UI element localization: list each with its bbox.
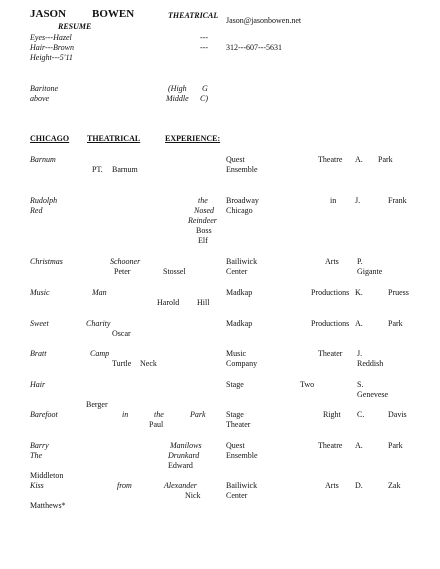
- director: Gigante: [357, 267, 383, 276]
- role: Edward: [168, 461, 193, 470]
- dash-separator: ---: [200, 43, 208, 52]
- voice-above: above: [30, 94, 50, 103]
- show-title: The: [30, 451, 42, 460]
- theater: Bailiwick: [226, 481, 258, 490]
- section-title-word: EXPERIENCE:: [165, 134, 221, 143]
- show-title: from: [117, 481, 132, 490]
- role: Oscar: [112, 329, 131, 338]
- director: A.: [355, 155, 363, 164]
- theater: Theatre: [318, 441, 343, 450]
- director: Genevese: [357, 390, 389, 399]
- show-title: Barefoot: [30, 410, 58, 419]
- show-title: Sweet: [30, 319, 49, 328]
- theater: Madkap: [226, 319, 253, 328]
- show-title: Nosed: [194, 206, 214, 215]
- show-title: Christmas: [30, 257, 63, 266]
- show-title: Rudolph: [30, 196, 58, 205]
- show-title: Camp: [90, 349, 110, 358]
- first-name: JASON: [30, 8, 67, 20]
- section-title-word: CHICAGO: [30, 134, 70, 143]
- theater: Arts: [325, 257, 339, 266]
- role: Peter: [114, 267, 131, 276]
- theater: Ensemble: [226, 451, 258, 460]
- voice-note-g: G: [202, 84, 208, 93]
- voice-type: Baritone: [30, 84, 58, 93]
- theater: Stage: [226, 380, 244, 389]
- theater: Stage: [226, 410, 244, 419]
- director: Frank: [388, 196, 407, 205]
- director: Park: [388, 441, 403, 450]
- show-title: Reindeer: [188, 216, 217, 225]
- theater: Quest: [226, 441, 245, 450]
- director: Park: [388, 319, 403, 328]
- director: Reddish: [357, 359, 384, 368]
- show-title: Hair: [30, 380, 46, 389]
- director: K.: [355, 288, 363, 297]
- theater: in: [330, 196, 337, 205]
- hair-info: Hair---Brown: [30, 43, 74, 52]
- director: P.: [357, 257, 363, 266]
- theater: Company: [226, 359, 258, 368]
- role: Turtle: [112, 359, 132, 368]
- show-title: Barry: [30, 441, 49, 450]
- role: Barnum: [112, 165, 138, 174]
- director: Davis: [388, 410, 407, 419]
- email[interactable]: Jason@jasonbowen.net: [226, 16, 302, 25]
- height-info: Height---5'11: [30, 53, 73, 62]
- show-title: Drunkard: [168, 451, 200, 460]
- role: Matthews*: [30, 501, 66, 510]
- role: Stossel: [163, 267, 186, 276]
- voice-range-high: (High: [168, 84, 187, 93]
- show-title: Park: [190, 410, 206, 419]
- role: Hill: [197, 298, 210, 307]
- theater: Theater: [226, 420, 251, 429]
- theatrical-label: THEATRICAL: [168, 11, 219, 20]
- show-title: the: [198, 196, 208, 205]
- theater: Productions: [311, 319, 350, 328]
- director: C.: [357, 410, 365, 419]
- show-title: in: [122, 410, 129, 419]
- show-title: Red: [30, 206, 43, 215]
- director: J.: [355, 196, 361, 205]
- theater: Two: [300, 380, 315, 389]
- show-title: Manilows: [170, 441, 202, 450]
- eyes-info: Eyes---Hazel: [30, 33, 72, 42]
- theater: Broadway: [226, 196, 259, 205]
- theater: Center: [226, 267, 248, 276]
- dash-separator: ---: [200, 33, 208, 42]
- last-name: BOWEN: [92, 8, 135, 20]
- show-title: Alexander: [164, 481, 197, 490]
- role: Elf: [198, 236, 208, 245]
- theater: Music: [226, 349, 246, 358]
- role: Boss: [196, 226, 212, 235]
- role: PT.: [92, 165, 103, 174]
- show-title: the: [154, 410, 164, 419]
- role: Neck: [140, 359, 157, 368]
- theater: Chicago: [226, 206, 253, 215]
- director: J.: [357, 349, 363, 358]
- voice-range-middle: Middle: [166, 94, 189, 103]
- theater: Quest: [226, 155, 245, 164]
- director: S.: [357, 380, 364, 389]
- role: Harold: [157, 298, 180, 307]
- role: Nick: [185, 491, 201, 500]
- director: A.: [355, 319, 363, 328]
- director: D.: [355, 481, 363, 490]
- director: Zak: [388, 481, 401, 490]
- show-title: Schooner: [110, 257, 141, 266]
- phone: 312---607---5631: [226, 43, 282, 52]
- director: Park: [378, 155, 393, 164]
- show-title: Kiss: [30, 481, 44, 490]
- theater: Ensemble: [226, 165, 258, 174]
- theater: Right: [323, 410, 341, 419]
- section-title-word: THEATRICAL: [87, 134, 141, 143]
- role: Berger: [86, 400, 108, 409]
- theater: Bailiwick: [226, 257, 258, 266]
- theater: Productions: [311, 288, 350, 297]
- theater: Center: [226, 491, 248, 500]
- theater: Theater: [318, 349, 343, 358]
- show-title: Bratt: [30, 349, 47, 358]
- voice-note-c: C): [200, 94, 208, 103]
- show-title: Middleton: [30, 471, 64, 480]
- show-title: Music: [30, 288, 50, 297]
- role: Paul: [149, 420, 164, 429]
- show-title: Man: [92, 288, 107, 297]
- theater: Theatre: [318, 155, 343, 164]
- theater: Madkap: [226, 288, 253, 297]
- director: Pruess: [388, 288, 409, 297]
- theater: Arts: [325, 481, 339, 490]
- show-title: Barnum: [30, 155, 56, 164]
- resume-label: RESUME: [58, 22, 92, 31]
- director: A.: [355, 441, 363, 450]
- show-title: Charity: [86, 319, 111, 328]
